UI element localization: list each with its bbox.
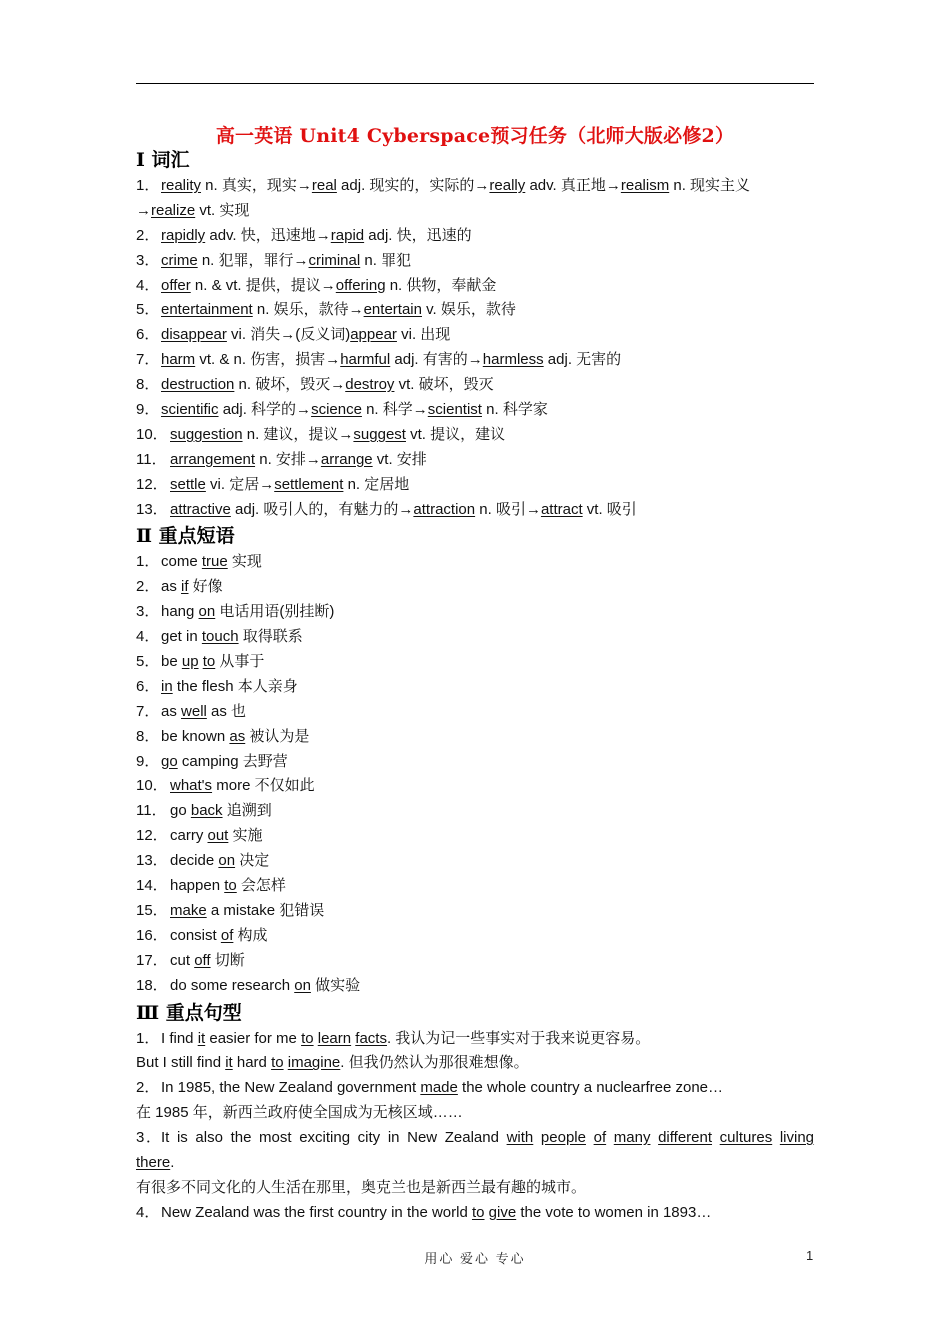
text-run: the vote to women in 1893… (516, 1203, 712, 1221)
text-run: a mistake 犯错误 (206, 901, 325, 919)
underlined-term: criminal (308, 251, 361, 269)
phrase-item (136, 600, 814, 625)
underlined-term: settlement (274, 475, 344, 493)
text-run: n. 破坏，毁灭→ (234, 376, 346, 394)
item-number: 8． (136, 376, 160, 394)
item-number: 13． (136, 852, 168, 870)
item-number: 9． (136, 752, 160, 770)
underlined-term: harmless (482, 351, 544, 369)
underlined-term: rapidly (161, 226, 206, 244)
vocab-item (136, 224, 814, 249)
underlined-term: real (311, 177, 337, 194)
underlined-term: harm (161, 351, 196, 369)
phrase-item (136, 824, 814, 849)
text-run: adj. 快，迅速的 (364, 226, 472, 244)
text-run: n. 吸引→ (475, 500, 541, 518)
text-run: 做实验 (310, 976, 361, 994)
underlined-term: people (540, 1129, 586, 1147)
text-run: n. 现实主义 (669, 177, 751, 194)
text-run: adj. 有害的→ (390, 351, 483, 369)
vocab-item (136, 373, 814, 398)
page-footer: 用心 爱心 专心 (424, 1251, 526, 1266)
text-run: 电话用语(别挂断) (215, 603, 335, 621)
sentence-item (136, 1101, 814, 1126)
text-run: 切断 (210, 951, 245, 969)
sentence-item (136, 1201, 814, 1226)
sentence-item (136, 1126, 814, 1151)
phrase-item (136, 849, 814, 874)
underlined-term: arrange (320, 450, 373, 468)
section-heading-phrases: Ⅱ 重点短语 (136, 525, 235, 548)
text-run (586, 1129, 594, 1146)
text-run: n. 安排→ (255, 450, 321, 468)
document-body (136, 146, 814, 1226)
underlined-term: scientist (427, 401, 482, 419)
sentence-list (136, 1027, 814, 1226)
text-run: adj. 吸引人的，有魅力的→ (230, 500, 414, 518)
underlined-term: back (190, 802, 223, 820)
text-run: be known (161, 727, 230, 745)
underlined-term: offering (335, 276, 386, 294)
text-run (772, 1129, 780, 1146)
underlined-term: to (202, 653, 216, 671)
item-number: 1． (136, 553, 160, 571)
text-run: n. 罪犯 (360, 251, 412, 269)
vocab-item (136, 448, 814, 473)
text-run: 有很多不同文化的人生活在那里，奥克兰也是新西兰最有趣的城市。 (136, 1178, 587, 1196)
text-run: as (161, 578, 182, 596)
text-run (606, 1129, 614, 1146)
underlined-term: reality (161, 177, 202, 194)
text-run: vt. 安排 (372, 450, 427, 468)
text-run: easier for me (205, 1029, 302, 1047)
underlined-term: crime (161, 251, 198, 269)
underlined-term: with (506, 1129, 534, 1147)
text-run: hang (161, 603, 199, 621)
vocab-list (136, 174, 814, 522)
underlined-term: touch (201, 628, 239, 646)
underlined-term: living (779, 1129, 815, 1147)
underlined-term: to (224, 877, 237, 895)
text-run: the whole country a nuclearfree zone… (457, 1079, 724, 1097)
underlined-term: of (220, 926, 234, 944)
item-number: 8． (136, 727, 160, 745)
vocab-item (136, 199, 814, 224)
underlined-term: really (489, 177, 526, 194)
item-number: 6． (136, 326, 160, 344)
underlined-term: destroy (345, 376, 395, 394)
item-number: 10． (136, 425, 168, 443)
text-run: 从事于 (215, 653, 265, 671)
underlined-term: made (420, 1079, 458, 1097)
text-run: as (161, 702, 182, 720)
item-number: 5． (136, 301, 160, 319)
underlined-term: entertainment (161, 301, 253, 319)
item-number: 2． (136, 1079, 160, 1097)
underlined-term: there (136, 1153, 171, 1171)
text-run: happen (170, 877, 225, 895)
underlined-term: different (658, 1129, 713, 1147)
text-run: It is also the most exciting city in New Zealand (161, 1129, 507, 1147)
text-run: 实现 (227, 553, 262, 571)
item-number: 13． (136, 500, 168, 518)
text-run: n. 供物，奉献金 (385, 276, 497, 294)
vocab-item (136, 323, 814, 348)
underlined-term: well (181, 702, 207, 720)
underlined-term: entertain (363, 301, 422, 319)
underlined-term: imagine (287, 1054, 341, 1072)
text-run: 被认为是 (245, 727, 310, 745)
underlined-term: appear (350, 326, 397, 344)
text-run: v. 娱乐，款待 (421, 301, 516, 319)
underlined-term: it (197, 1029, 206, 1047)
phrase-item (136, 650, 814, 675)
underlined-term: harmful (340, 351, 391, 369)
text-run: vt. & n. 伤害，损害→ (195, 351, 341, 369)
underlined-term: on (294, 976, 311, 994)
vocab-item (136, 174, 814, 199)
sentence-item (136, 1176, 814, 1201)
text-run: do some research (170, 976, 295, 994)
text-run: 构成 (233, 926, 268, 944)
underlined-term: learn (317, 1029, 352, 1047)
underlined-term: of (593, 1129, 607, 1147)
text-run: adv. 快，迅速地→ (205, 226, 331, 244)
vocab-item (136, 249, 814, 274)
underlined-term: if (181, 578, 189, 596)
text-run: In 1985, the New Zealand government (161, 1079, 421, 1097)
vocab-item (136, 473, 814, 498)
item-number: 12． (136, 827, 168, 845)
item-number: 18． (136, 976, 168, 994)
item-number: 3． (136, 603, 160, 621)
text-run: n. 娱乐，款待→ (252, 301, 364, 319)
phrase-item (136, 625, 814, 650)
underlined-term: it (225, 1054, 233, 1072)
underlined-term: rapid (330, 226, 365, 244)
phrase-item (136, 874, 814, 899)
page-number: 1 (806, 1248, 814, 1263)
text-run: decide (170, 852, 219, 870)
sentence-item (136, 1027, 814, 1052)
sentence-item (136, 1051, 814, 1076)
underlined-term: give (488, 1203, 517, 1221)
sentence-item (136, 1076, 814, 1101)
underlined-term: out (207, 827, 229, 845)
item-number: 5． (136, 653, 160, 671)
phrase-item (136, 899, 814, 924)
item-number: 9． (136, 401, 160, 419)
underlined-term: to (471, 1203, 485, 1221)
underlined-term: disappear (161, 326, 227, 344)
text-run: n. 建议，提议→ (242, 425, 354, 443)
item-number: 7． (136, 351, 160, 369)
text-run: 追溯到 (222, 802, 272, 820)
text-run: 实施 (228, 827, 263, 845)
text-run: 在 1985 年，新西兰政府使全国成为无核区域…… (136, 1104, 463, 1122)
text-run: go (170, 802, 191, 820)
underlined-term: suggestion (170, 425, 243, 443)
item-number: 12． (136, 475, 168, 493)
item-number: 17． (136, 951, 168, 969)
sentence-item (136, 1151, 814, 1176)
phrase-item (136, 924, 814, 949)
phrase-item (136, 550, 814, 575)
phrase-item (136, 675, 814, 700)
underlined-term: arrangement (170, 450, 256, 468)
underlined-term: attractive (170, 500, 231, 518)
text-run: adj. 科学的→ (218, 401, 312, 419)
item-number: 4． (136, 276, 160, 294)
text-run: get in (161, 628, 202, 646)
text-run: . 我认为记一些事实对于我来说更容易。 (386, 1029, 651, 1047)
text-run: come (161, 553, 202, 571)
vocab-item (136, 274, 814, 299)
text-run: n. 科学→ (361, 401, 428, 419)
text-run: n. 真实，现实→ (201, 177, 312, 194)
text-run: vt. 破坏，毁灭 (394, 376, 494, 394)
phrase-list (136, 550, 814, 998)
text-run: vi. 出现 (396, 326, 451, 344)
underlined-term: on (198, 603, 216, 621)
vocab-item (136, 498, 814, 523)
text-run: carry (170, 827, 208, 845)
phrase-item (136, 700, 814, 725)
underlined-term: destruction (161, 376, 235, 394)
item-number: 7． (136, 702, 160, 720)
text-run: adj. 现实的，实际的→ (336, 177, 490, 194)
text-run: vi. 定居→ (205, 475, 275, 493)
text-run (533, 1129, 541, 1146)
underlined-term: attract (540, 500, 583, 518)
underlined-term: facts (355, 1029, 387, 1047)
phrase-item (136, 799, 814, 824)
section-heading-vocab: Ⅰ 词汇 (136, 149, 190, 171)
text-run: be (161, 653, 182, 671)
item-number: 14． (136, 877, 168, 895)
text-run: vi. 消失→(反义词) (226, 326, 351, 344)
item-number: 3． (136, 251, 160, 269)
text-run: camping 去野营 (177, 752, 288, 770)
underlined-term: attraction (413, 500, 476, 518)
underlined-term: up (181, 653, 199, 671)
item-number: 1． (136, 1029, 160, 1047)
text-run (712, 1129, 720, 1146)
phrase-item (136, 725, 814, 750)
underlined-term: cultures (719, 1129, 773, 1147)
document-title: 高一英语 Unit4 Cyberspace预习任务（北师大版必修2） (215, 125, 735, 147)
item-number: 10． (136, 777, 168, 795)
item-number: 4． (136, 628, 160, 646)
phrase-item (136, 750, 814, 775)
text-run: 会怎样 (236, 877, 286, 895)
underlined-term: go (161, 752, 178, 770)
underlined-term: realize (151, 201, 196, 219)
text-run: n. 犯罪，罪行→ (197, 251, 309, 269)
text-run: vt. 吸引 (582, 500, 637, 518)
underlined-term: suggest (353, 425, 406, 443)
underlined-term: settle (170, 475, 206, 493)
underlined-term: offer (161, 276, 191, 294)
text-run: . (170, 1153, 175, 1171)
underlined-term: on (218, 852, 236, 870)
text-run (650, 1129, 658, 1146)
underlined-term: off (194, 951, 211, 969)
text-run: hard (232, 1054, 272, 1072)
text-run: n. 科学家 (481, 401, 548, 419)
underlined-term: in (161, 677, 173, 695)
text-run: vt. 提议，建议 (405, 425, 506, 443)
text-run: 取得联系 (238, 628, 303, 646)
item-number: 6． (136, 677, 160, 695)
text-run: vt. 实现 (195, 201, 250, 219)
text-run: . 但我仍然认为那很难想像。 (340, 1054, 529, 1072)
underlined-term: realism (620, 177, 670, 194)
vocab-item (136, 398, 814, 423)
vocab-item (136, 348, 814, 373)
text-run: → (136, 201, 151, 219)
phrase-item (136, 949, 814, 974)
text-run: New Zealand was the first country in the world (161, 1203, 472, 1221)
phrase-item (136, 974, 814, 999)
header-rule (136, 83, 814, 84)
item-number: 11． (136, 802, 167, 820)
text-run: 好像 (188, 578, 223, 596)
text-run: n. & vt. 提供，提议→ (190, 276, 336, 294)
item-number: 3． (136, 1129, 161, 1147)
item-number: 2． (136, 226, 160, 244)
text-run: the flesh 本人亲身 (172, 677, 298, 695)
text-run: consist (170, 926, 221, 944)
text-run: cut (170, 951, 195, 969)
item-number: 2． (136, 578, 160, 596)
vocab-item (136, 298, 814, 323)
underlined-term: scientific (161, 401, 219, 419)
underlined-term: to (271, 1054, 284, 1072)
phrase-item (136, 575, 814, 600)
underlined-term: make (170, 901, 207, 919)
underlined-term: as (229, 727, 246, 745)
item-number: 1． (136, 177, 160, 194)
phrase-item (136, 774, 814, 799)
text-run: adv. 真正地→ (525, 177, 621, 194)
underlined-term: to (301, 1029, 314, 1047)
item-number: 11． (136, 450, 167, 468)
text-run: more 不仅如此 (212, 777, 315, 795)
text-run: n. 定居地 (343, 475, 410, 493)
underlined-term: true (201, 553, 228, 571)
text-run: adj. 无害的 (543, 351, 622, 369)
underlined-term: science (311, 401, 362, 419)
vocab-item (136, 423, 814, 448)
item-number: 4． (136, 1203, 160, 1221)
text-run: I find (161, 1029, 198, 1047)
text-run: But I still find (136, 1054, 226, 1072)
underlined-term: what's (170, 777, 213, 795)
section-heading-sentences: Ⅲ 重点句型 (136, 1001, 242, 1024)
item-number: 16． (136, 926, 168, 944)
item-number: 15． (136, 901, 168, 919)
underlined-term: many (613, 1129, 651, 1147)
text-run: 决定 (235, 852, 270, 870)
text-run: as 也 (206, 702, 247, 720)
